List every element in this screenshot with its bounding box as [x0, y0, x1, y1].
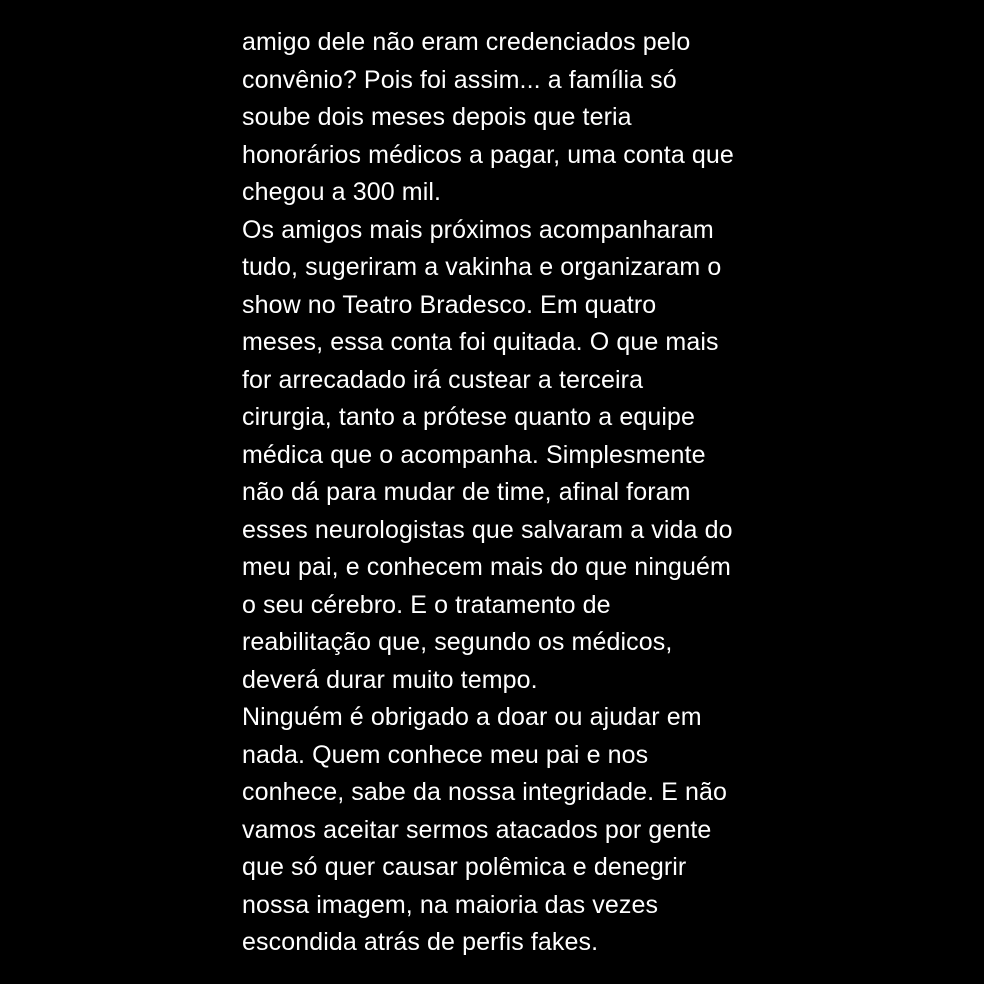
text-line: soube dois meses depois que teria — [242, 103, 632, 131]
text-line: meu pai, e conhecem mais do que ninguém — [242, 553, 731, 581]
text-line: for arrecadado irá custear a terceira — [242, 365, 644, 394]
text-line: conhece, sabe da nossa integridade. E não — [242, 778, 728, 806]
text-line: esses neurologistas que salvaram a vida do — [242, 515, 733, 544]
text-line: cirurgia, tanto a prótese quanto a equipe — [242, 403, 696, 431]
text-line: não dá para mudar de time, afinal foram — [242, 478, 691, 506]
text-line: deverá durar muito tempo. — [242, 665, 538, 694]
text-line: honorários médicos a pagar, uma conta que — [242, 140, 734, 169]
story-text-block — [242, 24, 942, 962]
text-line: que só quer causar polêmica e denegrir — [242, 853, 687, 881]
text-line: reabilitação que, segundo os médicos, — [242, 628, 673, 656]
text-line: o seu cérebro. E o tratamento de — [242, 590, 611, 619]
text-line: amigo dele não eram credenciados pelo — [242, 28, 691, 56]
text-line: escondida atrás de perfis fakes. — [242, 928, 599, 956]
text-line: Ninguém é obrigado a doar ou ajudar em — [242, 703, 702, 731]
text-line: show no Teatro Bradesco. Em quatro — [242, 290, 657, 319]
text-line: tudo, sugeriram a vakinha e organizaram o — [242, 253, 722, 281]
text-line: convênio? Pois foi assim... a família só — [242, 65, 677, 94]
text-line: nada. Quem conhece meu pai e nos — [242, 740, 649, 769]
text-line: vamos aceitar sermos atacados por gente — [242, 815, 712, 844]
text-line: meses, essa conta foi quitada. O que mais — [242, 328, 719, 356]
text-line: médica que o acompanha. Simplesmente — [242, 440, 706, 469]
text-line: Os amigos mais próximos acompanharam — [242, 215, 714, 244]
text-line: nossa imagem, na maioria das vezes — [242, 890, 659, 919]
text-line: chegou a 300 mil. — [242, 178, 442, 206]
